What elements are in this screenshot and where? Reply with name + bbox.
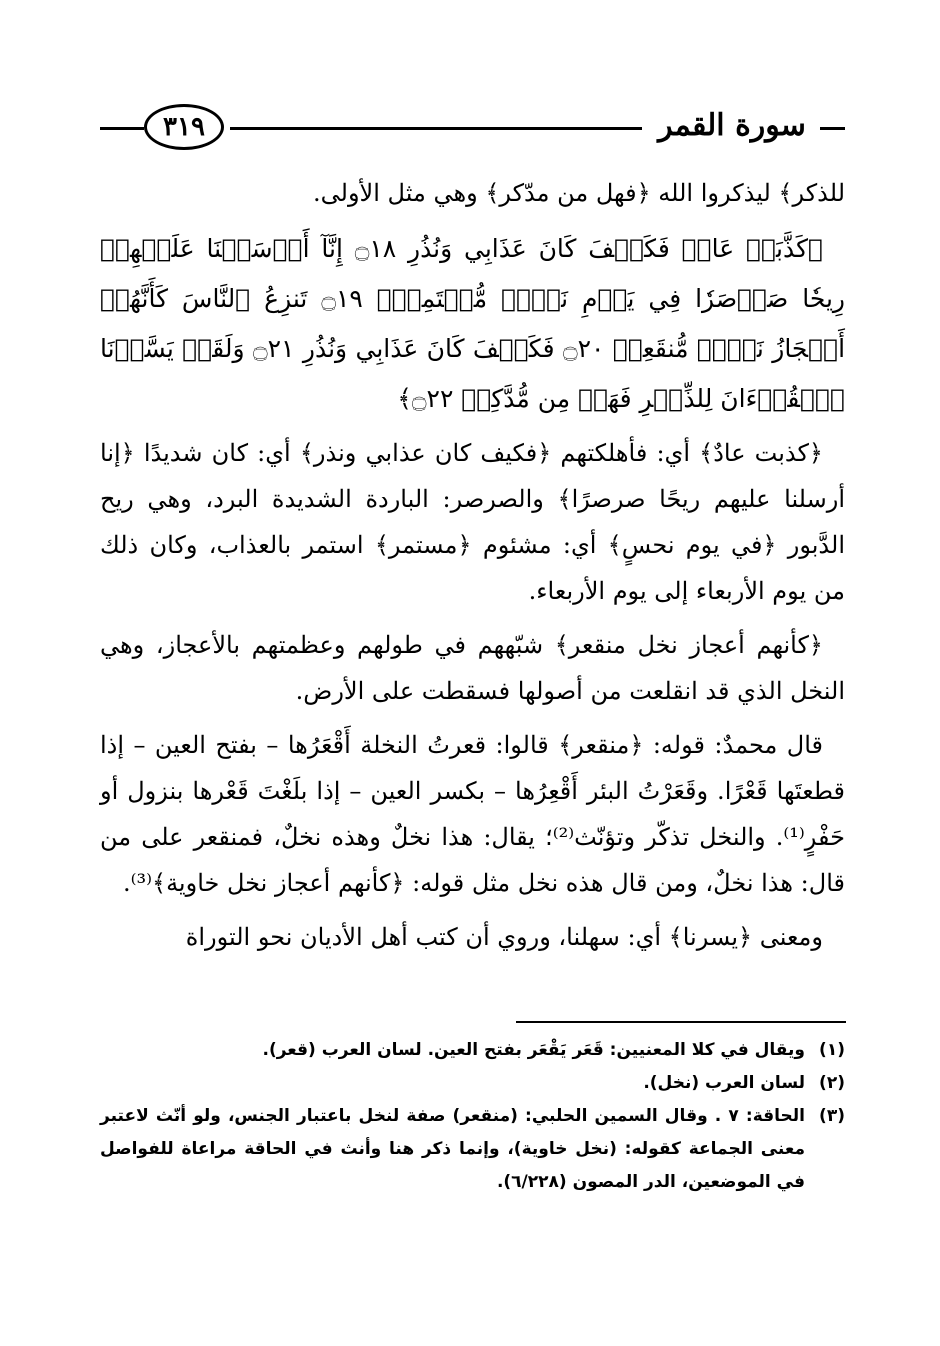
footnotes xyxy=(100,1034,845,1199)
page-header xyxy=(100,100,845,156)
footnote-number: (٢) xyxy=(819,1073,845,1093)
paragraph-commentary-3: قال محمدٌ: قوله: ﴿منقعر﴾ قالوا: قعرتُ النخلة أَقْعَرُها – بفتح العين – إذا قطعتَها قَعْرًا. وقَعَرْتُ البئر أَقْعِرُها – بكسر العين – إذا بلَغْتَ قَعْرها بنزول أو حَفْرٍ⁽¹⁾. والنخل تذكّر وتؤنّث⁽²⁾؛ يقال: هذا نخلٌ وهذه نخلٌ، فمنقعر على من قال: هذا نخلٌ، ومن قال هذه نخل مثل قوله: ﴿كأنهم أعجاز نخل خاوية﴾⁽³⁾. xyxy=(100,731,846,897)
footnote-text: ويقال في كلا المعنيين: قَعَر يَقْعَر بفتح العين. لسان العرب (قعر). xyxy=(262,1040,805,1060)
paragraph-continuation: للذكر﴾ ليذكروا الله ﴿فهل من مدّكر﴾ وهي مثل الأولى. xyxy=(313,179,845,207)
paragraph-commentary-2: ﴿كأنهم أعجاز نخل منقعر﴾ شبّههم في طولهم وعظمتهم بالأعجاز، وهي النخل الذي قد انقلعت من أصولها فسقطت على الأرض. xyxy=(100,631,845,705)
header-rule-right xyxy=(820,127,845,130)
footnote-item xyxy=(100,1067,845,1100)
footnote-text: الحاقة: ٧ . وقال السمين الحلبي: (منقعر) صفة لنخل باعتبار الجنس، ولو أنّث لاعتبر معنى الجماعة كقوله: (نخل خاوية)، وإنما ذكر هنا وأنث في الحاقة مراعاة للفواصل في الموضعين، الدر المصون (٦/٢٢٨). xyxy=(100,1106,805,1192)
footnote-item xyxy=(100,1100,845,1199)
footnote-item xyxy=(100,1034,845,1067)
page-number-oval xyxy=(144,104,224,150)
main-text xyxy=(100,170,845,968)
quran-verses: ﴿كَذَّبَتۡ عَادٞ فَكَيۡفَ كَانَ عَذَابِي وَنُذُرِ ۝١٨ إِنَّآ أَرۡسَلۡنَا عَلَيۡهِمۡ رِيحٗا صَرۡصَرٗا فِي يَوۡمِ نَحۡسٖ مُّسۡتَمِرّٖ ۝١٩ تَنزِعُ ٱلنَّاسَ كَأَنَّهُمۡ أَعۡجَازُ نَخۡلٖ مُّنقَعِرٖ ۝٢٠ فَكَيۡفَ كَانَ عَذَابِي وَنُذُرِ ۝٢١ وَلَقَدۡ يَسَّرۡنَا ٱلۡقُرۡءَانَ لِلذِّكۡرِ فَهَلۡ مِن مُّدَّكِرٖ ۝٢٢﴾ xyxy=(100,234,846,413)
header-rule-left xyxy=(100,127,144,130)
paragraph-commentary-1: ﴿كذبت عادٌ﴾ أي: فأهلكتهم ﴿فكيف كان عذابي ونذر﴾ أي: كان شديدًا ﴿إنا أرسلنا عليهم ريحًا صرصرًا﴾ والصرصر: الباردة الشديدة البرد، وهي ريح الدَّبور ﴿في يوم نحسٍ﴾ أي: مشئوم ﴿مستمر﴾ استمر بالعذاب، وكان ذلك من يوم الأربعاء إلى يوم الأربعاء. xyxy=(100,439,846,605)
page-number: ٣١٩ xyxy=(163,112,205,142)
paragraph-commentary-4: ومعنى ﴿يسرنا﴾ أي: سهلنا، وروي أن كتب أهل الأديان نحو التوراة xyxy=(185,923,823,951)
footnote-number: (٣) xyxy=(819,1106,845,1126)
footnote-separator xyxy=(516,1021,846,1023)
footnote-number: (١) xyxy=(819,1040,845,1060)
header-rule-middle xyxy=(230,127,642,130)
surah-title: سورة القمر xyxy=(658,108,806,143)
footnote-text: لسان العرب (نخل). xyxy=(643,1073,805,1093)
